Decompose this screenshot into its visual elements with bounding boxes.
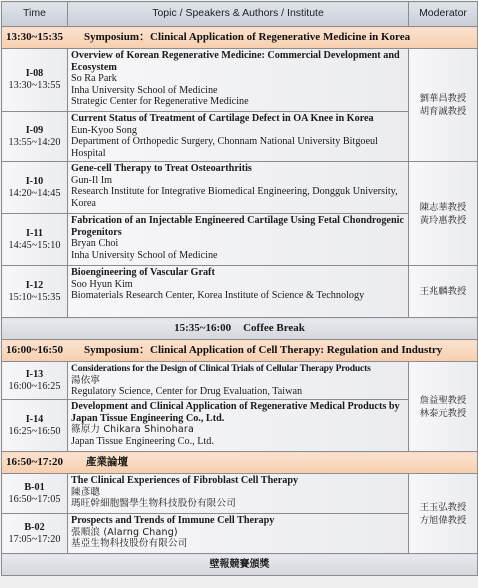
institute: Biomaterials Research Center, Korea Institute of Science & Technology (71, 290, 365, 302)
talk-time: 13:30~13:55 (8, 80, 61, 91)
institute: Strategic Center for Regenerative Medicine (71, 96, 249, 108)
talk-title: Gene-cell Therapy to Treat Osteoarthritis (71, 163, 252, 174)
institute: Department of Orthopedic Surgery, Chonnam National University Bitgoeul Hospital (71, 136, 378, 159)
talk-row (2, 474, 478, 514)
speaker-name: Eun-Kyoo Song (71, 124, 137, 136)
talk-row (2, 362, 478, 400)
section-time: 13:30~15:35 (6, 30, 64, 43)
moderator-name: 林泰元教授 (419, 407, 467, 419)
section-title: 產業論壇 (86, 455, 128, 468)
talk-time: 15:10~15:35 (8, 291, 61, 303)
speaker-name: 篠原力 Chikara Shinohara (71, 424, 195, 436)
section-title: Symposium：Clinical Application of Regenerative Medicine in Korea (84, 30, 411, 43)
talk-row (2, 49, 478, 112)
institute: 瑪旺幹細胞醫學生物科技股份有限公司 (71, 498, 236, 510)
schedule-table (1, 1, 478, 576)
institute: 基亞生物科技股份有限公司 (71, 538, 188, 550)
header-row (2, 2, 478, 27)
talk-time: 14:20~14:45 (8, 187, 61, 199)
moderator-name: 黃玲惠教授 (419, 214, 467, 226)
moderator-name: 方旭偉教授 (419, 514, 467, 526)
header-topic: Topic / Speakers & Authors / Institute (68, 2, 409, 27)
talk-row (2, 162, 478, 214)
talk-time: 14:45~15:10 (8, 239, 61, 251)
section-row-2 (2, 340, 478, 362)
section-time: 16:50~17:20 (6, 455, 64, 468)
talk-time: 16:50~17:05 (8, 493, 61, 505)
section-row-3 (2, 452, 478, 474)
award-ceremony: 壁報競賽頒獎 (2, 554, 478, 576)
talk-code: B-02 (24, 521, 45, 533)
talk-code: I-08 (25, 68, 44, 79)
talk-row (2, 112, 478, 162)
talk-code: I-14 (25, 413, 44, 425)
talk-title: Development and Clinical Application of Regenerative Medical Products by Japan Tissue Engineering Co., Ltd. (71, 401, 400, 424)
section-time: 16:00~16:50 (6, 343, 64, 356)
header-moderator: Moderator (409, 2, 478, 27)
speaker-name: 湯依寧 (71, 374, 101, 386)
talk-title: Considerations for the Design of Clinical Trials of Cellular Therapy Products (71, 363, 371, 374)
talk-time: 17:05~17:20 (8, 533, 61, 545)
speaker-name: Soo Hyun Kim (71, 278, 133, 290)
talk-code: I-13 (25, 368, 44, 380)
break-time: 15:35~16:00 (174, 321, 232, 334)
institute: Research Institute for Integrative Biomedical Engineering, Dongguk University, Korea (71, 186, 398, 209)
break-label: Coffee Break (243, 321, 305, 334)
moderator-name: 詹益聖教授 (419, 394, 467, 406)
talk-row (2, 514, 478, 554)
moderator-name: 胡育誠教授 (419, 106, 467, 117)
talk-time: 13:55~14:20 (8, 136, 61, 148)
moderator-name: 王兆麟教授 (419, 286, 467, 297)
talk-title: Current Status of Treatment of Cartilage Defect in OA Knee in Korea (71, 113, 374, 124)
institute: Japan Tissue Engineering Co., Ltd. (71, 435, 214, 447)
section-title: Symposium：Clinical Application of Cell Therapy: Regulation and Industry (84, 343, 443, 356)
institute: Inha University School of Medicine (71, 249, 218, 261)
footer-row (2, 554, 478, 576)
talk-row (2, 266, 478, 318)
speaker-name: Gun-Il Im (71, 174, 113, 186)
moderator-name: 陳志華教授 (419, 201, 467, 213)
speaker-name: Bryan Choi (71, 238, 119, 250)
talk-time: 16:00~16:25 (8, 380, 61, 392)
talk-title: Fabrication of an Injectable Engineered Cartilage Using Fetal Chondrogenic Progenitors (71, 215, 404, 238)
header-time: Time (2, 2, 68, 27)
moderator-name: 王玉弘教授 (419, 501, 467, 513)
talk-row (2, 214, 478, 266)
talk-code: I-11 (26, 227, 43, 239)
talk-row (2, 400, 478, 452)
speaker-name: 張順浪 (Alarng Chang) (71, 526, 178, 538)
talk-code: I-10 (25, 175, 44, 187)
institute: Regulatory Science, Center for Drug Evaluation, Taiwan (71, 386, 303, 398)
talk-title: Prospects and Trends of Immune Cell Therapy (71, 515, 275, 526)
institute: Inha University School of Medicine (71, 84, 218, 96)
talk-code: I-09 (25, 124, 44, 136)
moderator-name: 劉華昌教授 (419, 93, 467, 104)
coffee-break-row (2, 318, 478, 340)
talk-title: Overview of Korean Regenerative Medicine: Commercial Development and Ecosystem (71, 50, 400, 73)
talk-title: Bioengineering of Vascular Graft (71, 267, 215, 278)
speaker-name: 陳彥聰 (71, 486, 101, 498)
section-row-1 (2, 27, 478, 49)
speaker-name: So Ra Park (71, 73, 117, 85)
talk-code: B-01 (24, 481, 45, 493)
talk-time: 16:25~16:50 (8, 425, 61, 437)
talk-code: I-12 (25, 279, 44, 291)
talk-title: The Clinical Experiences of Fibroblast Cell Therapy (71, 475, 299, 486)
